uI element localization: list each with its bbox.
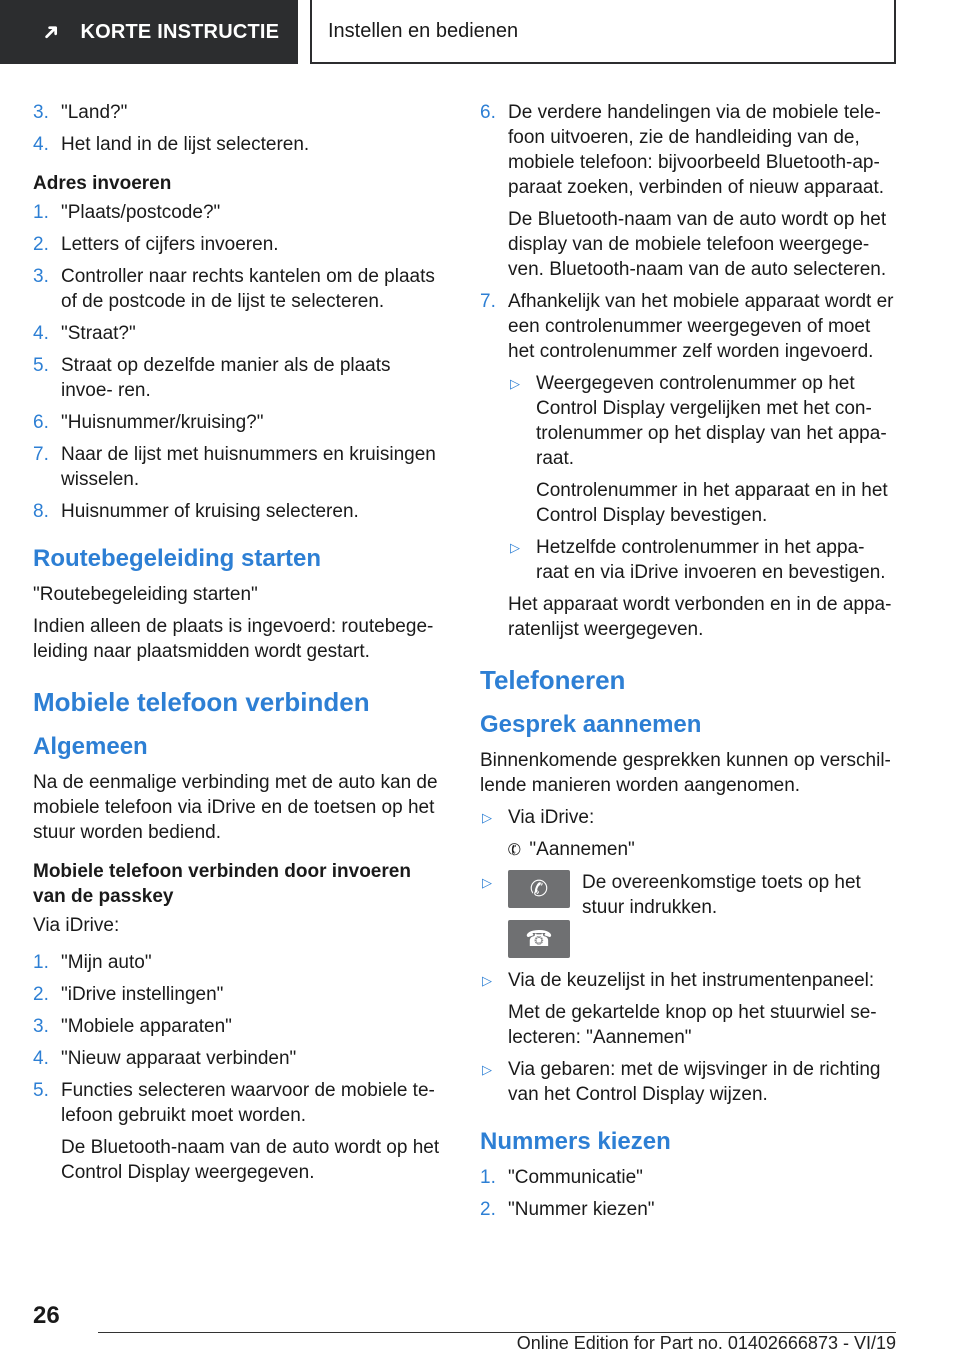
left-column: [33, 100, 447, 1192]
bullet-item: [508, 371, 900, 471]
phone-icon: ✆: [505, 840, 524, 861]
list-text: Naar de lijst met huisnummers en kruisingen wisselen.: [61, 444, 436, 490]
list-number: 5 .: [33, 1078, 49, 1103]
list-number: 2 .: [480, 1197, 496, 1222]
list-number: 8 .: [33, 499, 49, 524]
chapter-label: Instellen en bedienen: [328, 19, 519, 42]
phone-accept-button-icon: ✆: [508, 870, 570, 908]
list-number: 3 .: [33, 1014, 49, 1039]
menu-path: [480, 837, 900, 863]
bullet-text: De overeenkomstige toets op het stuur indrukken.: [582, 872, 861, 918]
list-number: 7 .: [33, 442, 49, 467]
list-text: "Straat?": [61, 323, 136, 344]
list-text: "Huisnummer/kruising?": [61, 412, 264, 433]
triangle-bullet-icon: ▷: [510, 376, 520, 391]
list-item: [33, 264, 447, 314]
bullet-text: Via gebaren: met de wijsvinger in de richting van het Control Display wijzen.: [508, 1059, 881, 1105]
list-number: 1 .: [480, 1165, 496, 1190]
bullet-note: Controlenummer in het apparaat en in het Control Display bevestigen.: [536, 480, 888, 526]
list-number: 1 .: [33, 200, 49, 225]
subsection-heading: Mobiele telefoon verbinden door invoeren van de passkey: [33, 861, 411, 907]
list-text: "Nummer kiezen": [508, 1199, 655, 1220]
list-item: [33, 1046, 447, 1071]
list-number: 2 .: [33, 982, 49, 1007]
chapter-heading: Mobiele telefoon verbinden: [33, 687, 370, 717]
list-item: [33, 321, 447, 346]
bullet-note: Met de gekartelde knop op het stuurwiel se- lecteren: "Aannemen": [508, 1002, 877, 1048]
section-label: KORTE INSTRUCTIE: [80, 20, 280, 43]
list-item: [480, 1165, 900, 1190]
list-item: [33, 232, 447, 257]
list-number: 1 .: [33, 950, 49, 975]
list-text: "iDrive instellingen": [61, 984, 224, 1005]
triangle-bullet-icon: ▷: [482, 1062, 492, 1077]
triangle-bullet-icon: ▷: [510, 540, 520, 555]
list-number: 4 .: [33, 132, 49, 157]
edition-text: Online Edition for Part no. 01402666873 - VI/19: [516, 1333, 896, 1353]
list-number: 6 .: [480, 100, 496, 125]
list-text: "Nieuw apparaat verbinden": [61, 1048, 297, 1069]
list-text: "Mobiele apparaten": [61, 1016, 232, 1037]
triangle-bullet-icon: ▷: [482, 973, 492, 988]
list-text: Controller naar rechts kantelen om de plaats of de postcode in de lijst te selecteren.: [61, 266, 435, 312]
bullet-text: Weergegeven controlenummer op het Control Display vergelijken met het con- trolenummer op het display van het appa- raat.: [536, 373, 887, 469]
subsection-heading: Adres invoeren: [33, 173, 172, 194]
bullet-text: Via de keuzelijst in het instrumentenpaneel:: [508, 970, 875, 991]
list-item: [33, 1014, 447, 1039]
bullet-text: Via iDrive:: [508, 807, 595, 828]
phone-hangup-button-icon: ☎: [508, 920, 570, 958]
list-item: [33, 1078, 447, 1128]
list-number: 4 .: [33, 321, 49, 346]
list-text: De verdere handelingen via de mobiele tele- foon uitvoeren, zie de handleiding van de, mobiele telefoon: bijvoorbeeld Bluetooth-ap- paraat zoeken, verbinden of nieuw apparaat.: [508, 102, 885, 198]
list-item: [33, 132, 447, 157]
list-note: De Bluetooth-naam van de auto wordt op het Control Display weergegeven.: [61, 1137, 440, 1183]
right-column: [480, 100, 900, 1229]
paragraph: Indien alleen de plaats is ingevoerd: routebege- leiding naar plaatsmidden wordt gestart.: [33, 616, 434, 662]
list-item: [33, 982, 447, 1007]
list-item: [33, 200, 447, 225]
section-tab: [0, 0, 298, 64]
bullet-item: [480, 1057, 900, 1107]
list-item: [33, 442, 447, 492]
list-item: [33, 353, 447, 403]
list-text: "Plaats/postcode?": [61, 202, 221, 223]
bullet-item: [480, 870, 900, 962]
page-number: 26: [33, 1302, 60, 1329]
list-item: [33, 100, 447, 125]
list-item: [480, 100, 900, 200]
paragraph: Via iDrive:: [33, 915, 120, 936]
chapter-tab: [310, 0, 896, 64]
list-text: Straat op dezelfde manier als de plaats invoe- ren.: [61, 355, 391, 401]
bullet-item: [480, 805, 900, 830]
section-heading: Nummers kiezen: [480, 1128, 671, 1155]
list-text: Letters of cijfers invoeren.: [61, 234, 279, 255]
section-heading: Algemeen: [33, 733, 148, 760]
arrow-icon: ➜: [35, 16, 67, 48]
list-number: 4 .: [33, 1046, 49, 1071]
list-item: [33, 950, 447, 975]
list-number: 3 .: [33, 100, 49, 125]
section-heading: Gesprek aannemen: [480, 711, 702, 738]
list-item: [33, 499, 447, 524]
list-item: [33, 410, 447, 435]
list-number: 2 .: [33, 232, 49, 257]
list-text: Afhankelijk van het mobiele apparaat wordt er een controlenummer weergegeven of moet het controlenummer zelf worden ingevoerd.: [508, 291, 894, 362]
triangle-bullet-icon: ▷: [482, 810, 492, 825]
list-item: [480, 1197, 900, 1222]
list-number: 7 .: [480, 289, 496, 314]
chapter-heading: Telefoneren: [480, 665, 626, 695]
list-item: [480, 289, 900, 364]
list-text: Huisnummer of kruising selecteren.: [61, 501, 359, 522]
list-number: 6 .: [33, 410, 49, 435]
menu-item-text: "Aannemen": [529, 839, 635, 860]
steering-buttons: [508, 870, 570, 958]
bullet-item: [508, 535, 900, 585]
paragraph: Na de eenmalige verbinding met de auto kan de mobiele telefoon via iDrive en de toetsen op het stuur worden bediend.: [33, 772, 438, 843]
paragraph: Binnenkomende gesprekken kunnen op verschil- lende manieren worden aangenomen.: [480, 750, 891, 796]
section-heading: Routebegeleiding starten: [33, 545, 322, 572]
list-text: Het land in de lijst selecteren.: [61, 134, 310, 155]
list-note: Het apparaat wordt verbonden en in de appa- ratenlijst weergegeven.: [508, 594, 892, 640]
list-text: "Communicatie": [508, 1167, 643, 1188]
bullet-item: [480, 968, 900, 993]
list-text: Functies selecteren waarvoor de mobiele te- lefoon gebruikt moet worden.: [61, 1080, 435, 1126]
list-note: De Bluetooth-naam van de auto wordt op het display van de mobiele telefoon weergege- ven. Bluetooth-naam van de auto selecteren.: [508, 209, 887, 280]
bullet-text: Hetzelfde controlenummer in het appa- raat en via iDrive invoeren en bevestigen.: [536, 537, 886, 583]
list-number: 3 .: [33, 264, 49, 289]
list-text: "Mijn auto": [61, 952, 152, 973]
paragraph: "Routebegeleiding starten": [33, 584, 258, 605]
list-text: "Land?": [61, 102, 128, 123]
triangle-bullet-icon: ▷: [482, 875, 492, 890]
list-number: 5 .: [33, 353, 49, 378]
